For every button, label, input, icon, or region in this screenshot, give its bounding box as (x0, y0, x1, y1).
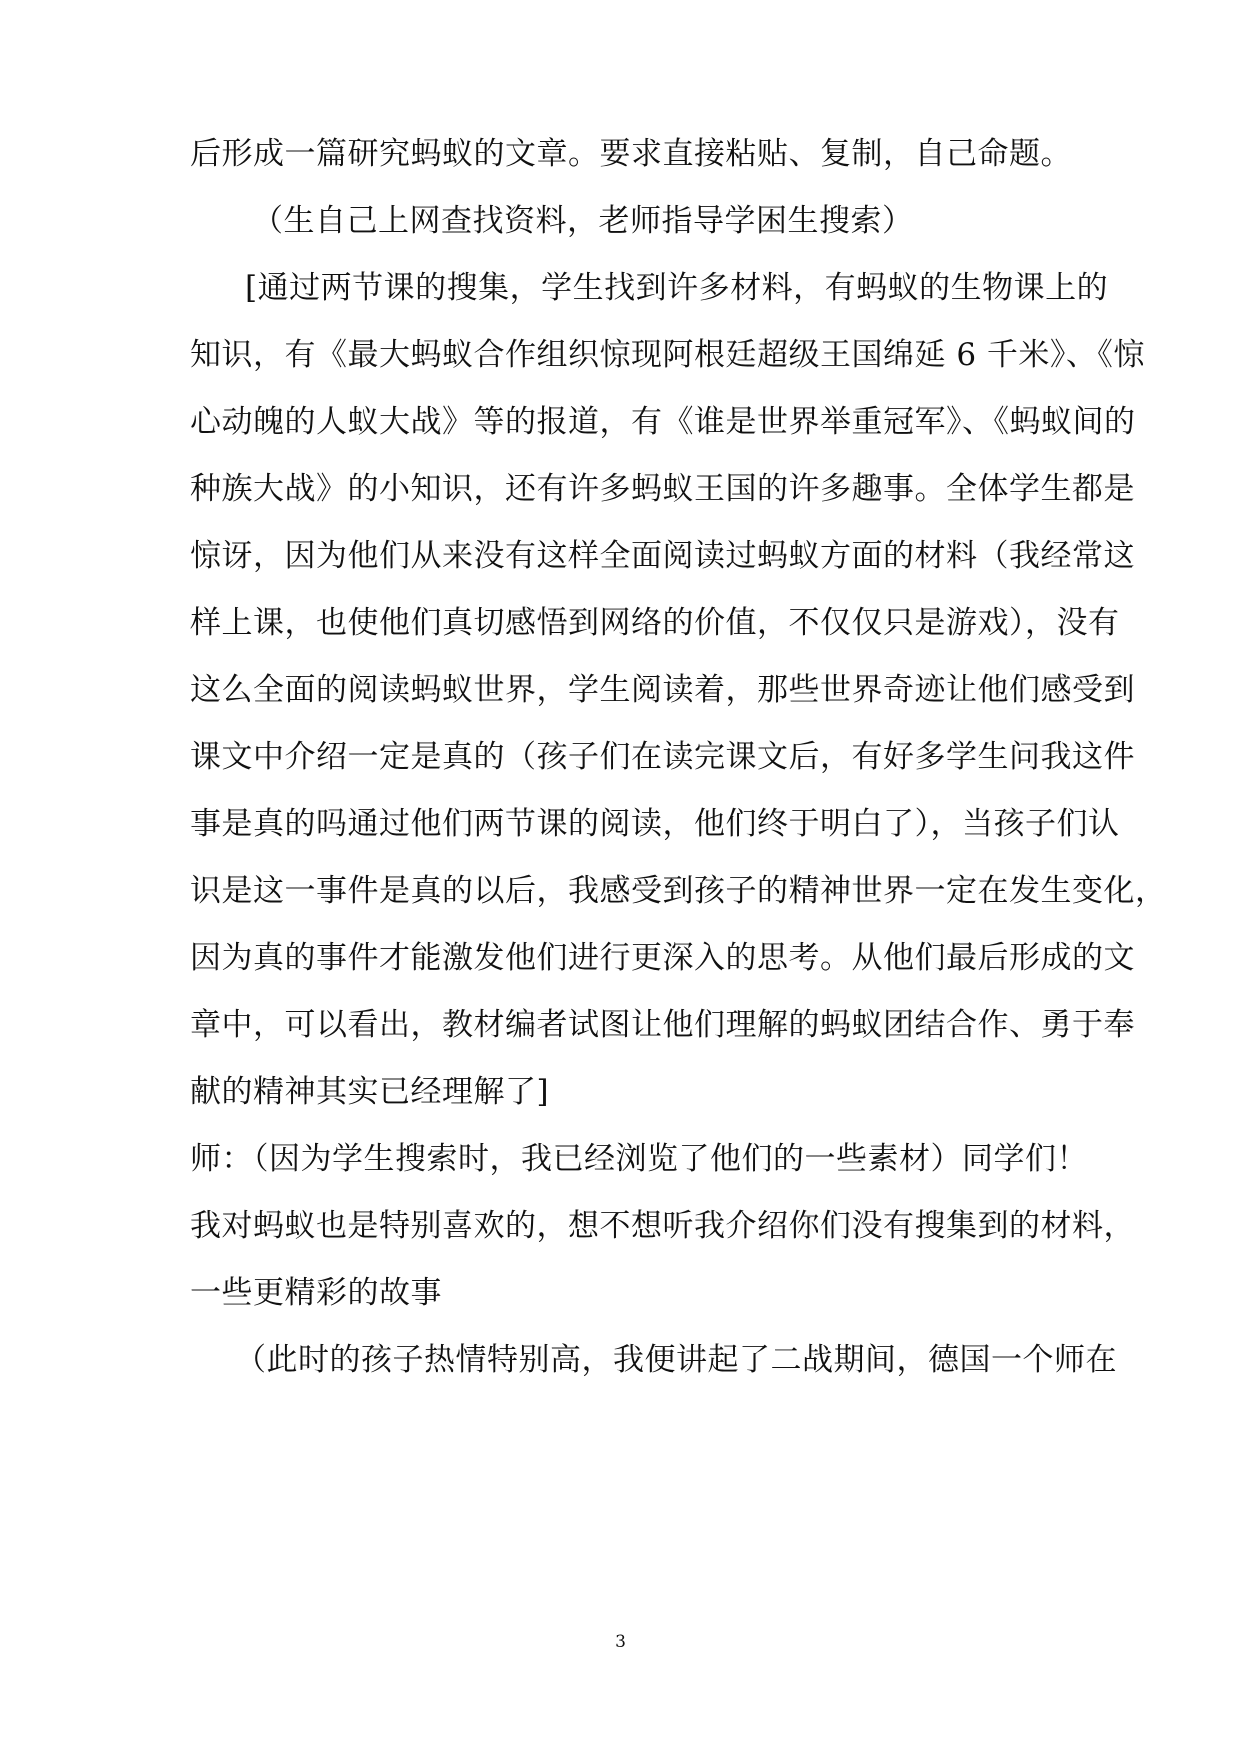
text-line-12: 识是这一事件是真的以后，我感受到孩子的精神世界一定在发生变化， (190, 873, 1167, 909)
text-line-7: 惊讶，因为他们从来没有这样全面阅读过蚂蚁方面的材料（我经常这 (190, 538, 1135, 574)
text-line-2: （生自己上网查找资料，老师指导学困生搜索） (252, 203, 914, 239)
text-line-16: 师：（因为学生搜索时，我已经浏览了他们的一些素材）同学们！ (190, 1141, 1088, 1177)
text-line-17: 我对蚂蚁也是特别喜欢的，想不想听我介绍你们没有搜集到的材料， (190, 1208, 1135, 1244)
text-line-4: 知识，有《最大蚂蚁合作组织惊现阿根廷超级王国绵延 6 千米》、《惊 (190, 337, 1145, 373)
page-number: 3 (615, 1632, 626, 1652)
text-line-18: 一些更精彩的故事 (190, 1275, 442, 1311)
text-line-6: 种族大战》的小知识，还有许多蚂蚁王国的许多趣事。全体学生都是 (190, 471, 1135, 507)
text-line-3: [通过两节课的搜集，学生找到许多材料，有蚂蚁的生物课上的 (245, 270, 1109, 306)
text-line-14: 章中，可以看出，教材编者试图让他们理解的蚂蚁团结合作、勇于奉 (190, 1007, 1135, 1043)
text-line-13: 因为真的事件才能激发他们进行更深入的思考。从他们最后形成的文 (190, 940, 1135, 976)
text-line-15: 献的精神其实已经理解了] (190, 1074, 550, 1110)
text-line-1: 后形成一篇研究蚂蚁的文章。要求直接粘贴、复制，自己命题。 (190, 136, 1072, 172)
text-line-5: 心动魄的人蚁大战》等的报道，有《谁是世界举重冠军》、《蚂蚁间的 (190, 404, 1136, 440)
text-line-10: 课文中介绍一定是真的（孩子们在读完课文后，有好多学生问我这件 (190, 739, 1135, 775)
text-line-8: 样上课，也使他们真切感悟到网络的价值，不仅仅只是游戏），没有 (190, 605, 1120, 641)
text-line-11: 事是真的吗通过他们两节课的阅读，他们终于明白了），当孩子们认 (190, 806, 1120, 842)
text-line-9: 这么全面的阅读蚂蚁世界，学生阅读着，那些世界奇迹让他们感受到 (190, 672, 1135, 708)
text-line-19: （此时的孩子热情特别高，我便讲起了二战期间，德国一个师在 (235, 1342, 1117, 1378)
